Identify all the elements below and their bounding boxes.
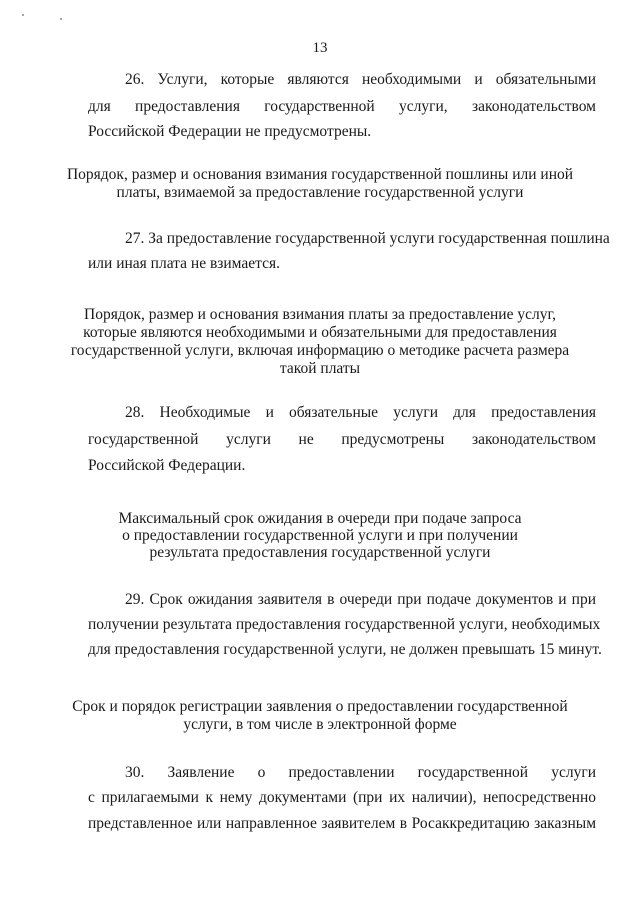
paragraph-26-line-2: для предоставления государственной услуги, законодательством	[88, 98, 596, 115]
paragraph-30-line-1: 30. Заявление о предоставлении государственной услуги	[125, 764, 596, 781]
heading-fee-line-1: Порядок, размер и основания взимания государственной пошлины или иной	[66, 166, 574, 183]
heading-registration-line-1: Срок и порядок регистрации заявления о предоставлении государственной	[72, 698, 568, 715]
heading-payment-line-4: такой платы	[279, 360, 361, 377]
paragraph-26-line-1: 26. Услуги, которые являются необходимыми и обязательными	[125, 71, 596, 88]
paragraph-29-line-2: получении результата предоставления государственной услуги, необходимых	[88, 616, 601, 633]
paragraph-26-line-3: Российской Федерации не предусмотрены.	[88, 123, 372, 140]
scan-speck	[60, 18, 62, 20]
paragraph-27-line-2: или иная плата не взимается.	[88, 255, 280, 272]
paragraph-30-line-2: с прилагаемыми к нему документами (при их наличии), непосредственно	[88, 789, 596, 806]
paragraph-30-line-3: представленное или направленное заявителем в Росаккредитацию заказным	[88, 815, 596, 832]
heading-fee-line-2: платы, взимаемой за предоставление государственной услуги	[116, 184, 524, 201]
heading-queue-line-2: о предоставлении государственной услуги и при получении	[122, 527, 518, 544]
paragraph-27-line-1: 27. За предоставление государственной услуги государственная пошлина	[125, 230, 610, 247]
heading-payment-line-1: Порядок, размер и основания взимания платы за предоставление услуг,	[84, 306, 556, 323]
paragraph-29-line-1: 29. Срок ожидания заявителя в очереди при подаче документов и при	[125, 591, 596, 608]
heading-payment-line-3: государственной услуги, включая информацию о методике расчета размера	[70, 342, 570, 359]
scan-speck	[22, 14, 24, 16]
paragraph-28-line-3: Российской Федерации.	[88, 457, 246, 474]
paragraph-28-line-1: 28. Необходимые и обязательные услуги для предоставления	[125, 404, 596, 421]
heading-queue-line-1: Максимальный срок ожидания в очереди при подаче запроса	[118, 510, 522, 527]
heading-queue-line-3: результата предоставления государственной услуги	[149, 544, 491, 561]
paragraph-28-line-2: государственной услуги не предусмотрены законодательством	[88, 431, 596, 448]
heading-payment-line-2: которые являются необходимыми и обязательными для предоставления	[83, 324, 557, 341]
paragraph-29-line-3: для предоставления государственной услуги, не должен превышать 15 минут.	[88, 641, 602, 658]
page-number: 13	[312, 40, 328, 56]
heading-registration-line-2: услуги, в том числе в электронной форме	[183, 716, 457, 733]
